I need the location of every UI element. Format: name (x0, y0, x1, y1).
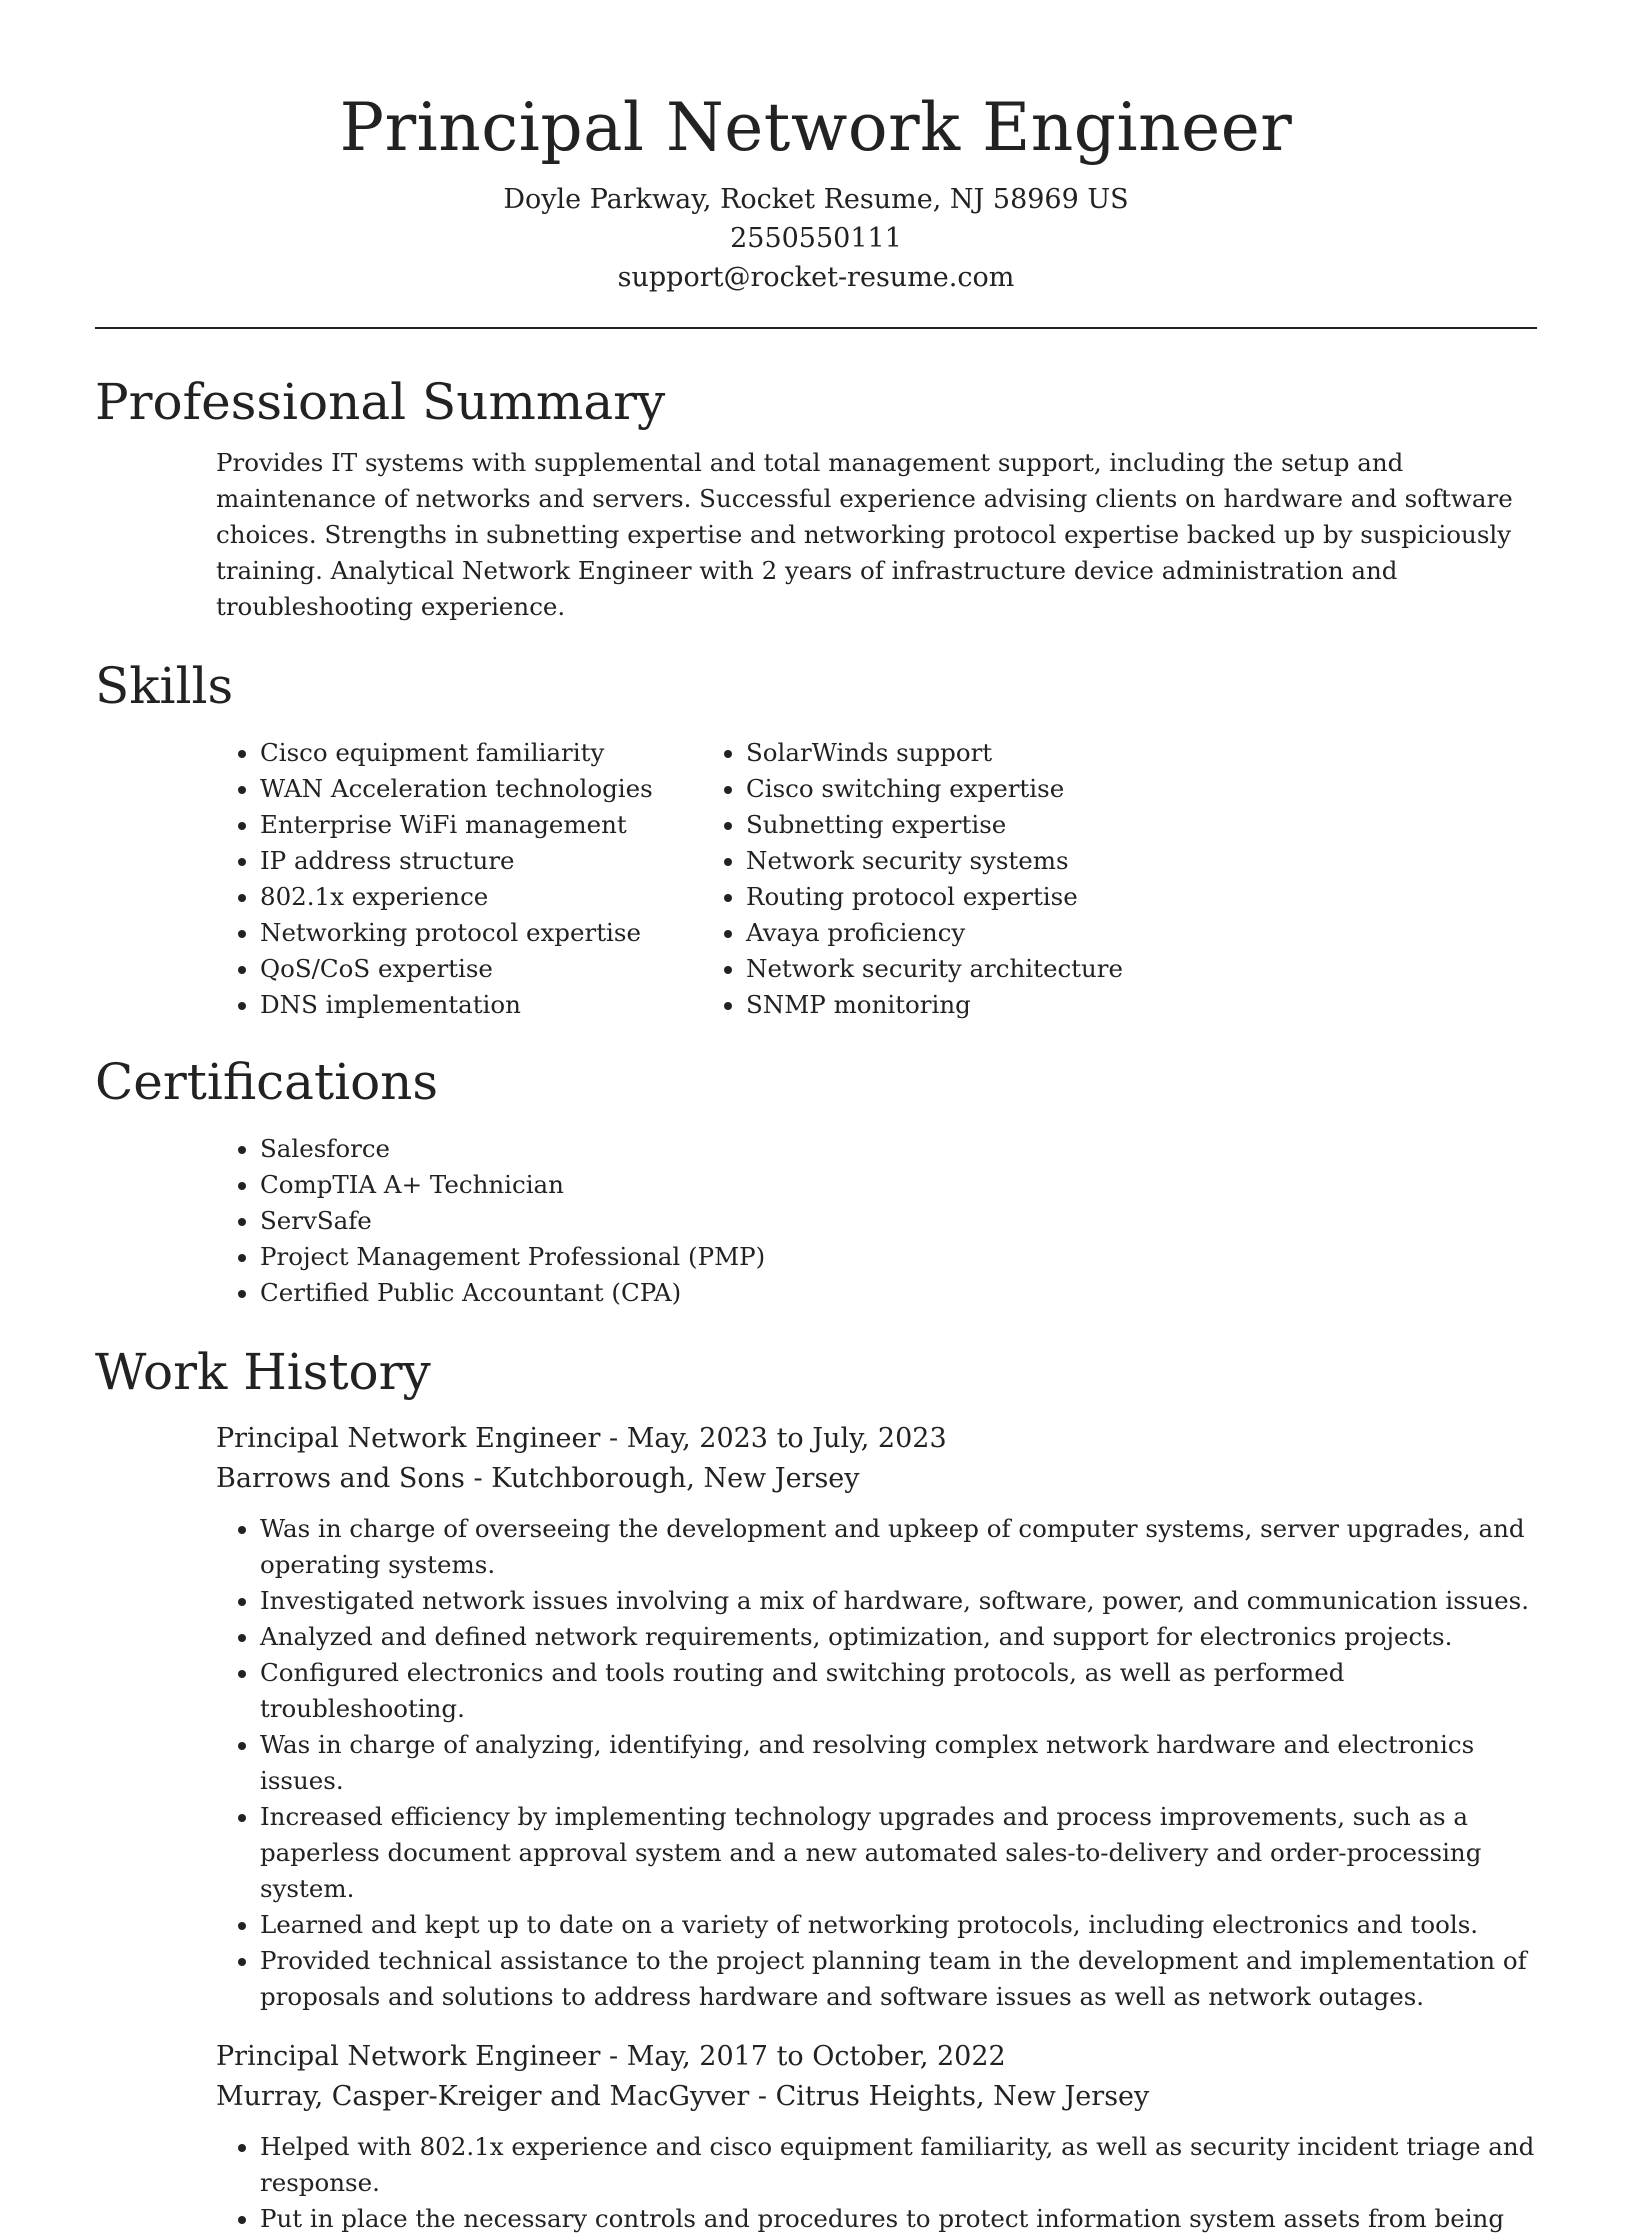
certification-item: • Certified Public Accountant (CPA) (260, 1275, 1537, 1311)
skill-item: • Cisco switching expertise (746, 771, 1396, 807)
job-bullet: • Helped with 802.1x experience and cisco equipment familiarity, as well as security incident triage and response. (260, 2129, 1537, 2201)
skills-list-right (746, 735, 1396, 1023)
job-bullet: • Increased efficiency by implementing technology upgrades and process improvements, such as a paperless document approval system and a new automated sales-to-delivery and order-processing system. (260, 1799, 1537, 1907)
job-company: Murray, Casper-Kreiger and MacGyver (216, 2081, 750, 2112)
job-title-line (216, 2037, 1537, 2077)
job-location: - Citrus Heights, New Jersey (749, 2081, 1150, 2112)
resume-header (95, 0, 1537, 297)
section-skills (95, 651, 1537, 1023)
skills-columns (95, 735, 1537, 1023)
section-heading-work-history: Work History (95, 1343, 431, 1401)
certification-item: • Salesforce (260, 1131, 1537, 1167)
job-bullet: • Put in place the necessary controls and procedures to protect information system assets from being (260, 2201, 1537, 2237)
job-bullets (216, 2129, 1537, 2237)
section-work-history (95, 1337, 1537, 2237)
skill-item: • Network security systems (746, 843, 1396, 879)
section-professional-summary (95, 367, 1537, 625)
skill-item: • Routing protocol expertise (746, 879, 1396, 915)
job-bullet: • Configured electronics and tools routing and switching protocols, as well as performed troubleshooting. (260, 1655, 1537, 1727)
job-dates: - May, 2023 to July, 2023 (600, 1423, 947, 1454)
certification-item: • Project Management Professional (PMP) (260, 1239, 1537, 1275)
contact-address: Doyle Parkway, Rocket Resume, NJ 58969 US (503, 184, 1129, 215)
job-company: Barrows and Sons (216, 1463, 465, 1494)
contact-phone: 2550550111 (730, 223, 902, 254)
skill-item: • 802.1x experience (260, 879, 746, 915)
certification-item: • CompTIA A+ Technician (260, 1167, 1537, 1203)
job-company-line (216, 1459, 1537, 1499)
job-title-line (216, 1419, 1537, 1459)
job-bullet: • Provided technical assistance to the project planning team in the development and implementation of proposals and solutions to address hardware and software issues as well as network outages. (260, 1943, 1537, 2015)
summary-text: Provides IT systems with supplemental and total management support, including the setup and maintenance of networks and servers. Successful experience advising clients on hardware and software choices. Strengths in subnetting expertise and networking protocol expertise backed up by suspiciously training. Analytical Network Engineer with 2 years of infrastructure device administration and troubleshooting experience. (216, 448, 1513, 621)
section-heading-summary: Professional Summary (95, 373, 666, 431)
job-entry (216, 1419, 1537, 2015)
contact-email: support@rocket-resume.com (617, 262, 1015, 293)
job-title: Principal Network Engineer (216, 1423, 601, 1454)
skill-item: • Avaya proficiency (746, 915, 1396, 951)
job-bullet: • Was in charge of overseeing the development and upkeep of computer systems, server upgrades, and operating systems. (260, 1511, 1537, 1583)
job-location: - Kutchborough, New Jersey (464, 1463, 860, 1494)
job-title: Principal Network Engineer (216, 2041, 601, 2072)
job-entry (216, 2037, 1537, 2237)
skill-item: • WAN Acceleration technologies (260, 771, 746, 807)
header-divider (95, 327, 1537, 329)
job-bullet: • Learned and kept up to date on a variety of networking protocols, including electronics and tools. (260, 1907, 1537, 1943)
skill-item: • Subnetting expertise (746, 807, 1396, 843)
job-bullets (216, 1511, 1537, 2015)
section-certifications (95, 1047, 1537, 1311)
job-bullet: • Analyzed and defined network requirements, optimization, and support for electronics projects. (260, 1619, 1537, 1655)
skill-item: • DNS implementation (260, 987, 746, 1023)
certifications-list (95, 1131, 1537, 1311)
skill-item: • Cisco equipment familiarity (260, 735, 746, 771)
skill-item: • Networking protocol expertise (260, 915, 746, 951)
skill-item: • QoS/CoS expertise (260, 951, 746, 987)
skill-item: • Enterprise WiFi management (260, 807, 746, 843)
section-heading-skills: Skills (95, 657, 234, 715)
certification-item: • ServSafe (260, 1203, 1537, 1239)
skill-item: • Network security architecture (746, 951, 1396, 987)
skills-list-left (95, 735, 746, 1023)
resume-page (95, 0, 1537, 2237)
contact-block (95, 180, 1537, 297)
job-bullet: • Investigated network issues involving a mix of hardware, software, power, and communication issues. (260, 1583, 1537, 1619)
job-bullet: • Was in charge of analyzing, identifying, and resolving complex network hardware and electronics issues. (260, 1727, 1537, 1799)
section-heading-certifications: Certifications (95, 1053, 439, 1111)
skill-item: • IP address structure (260, 843, 746, 879)
job-company-line (216, 2077, 1537, 2117)
resume-name: Principal Network Engineer (339, 89, 1293, 166)
skill-item: • SolarWinds support (746, 735, 1396, 771)
skill-item: • SNMP monitoring (746, 987, 1396, 1023)
job-dates: - May, 2017 to October, 2022 (600, 2041, 1006, 2072)
